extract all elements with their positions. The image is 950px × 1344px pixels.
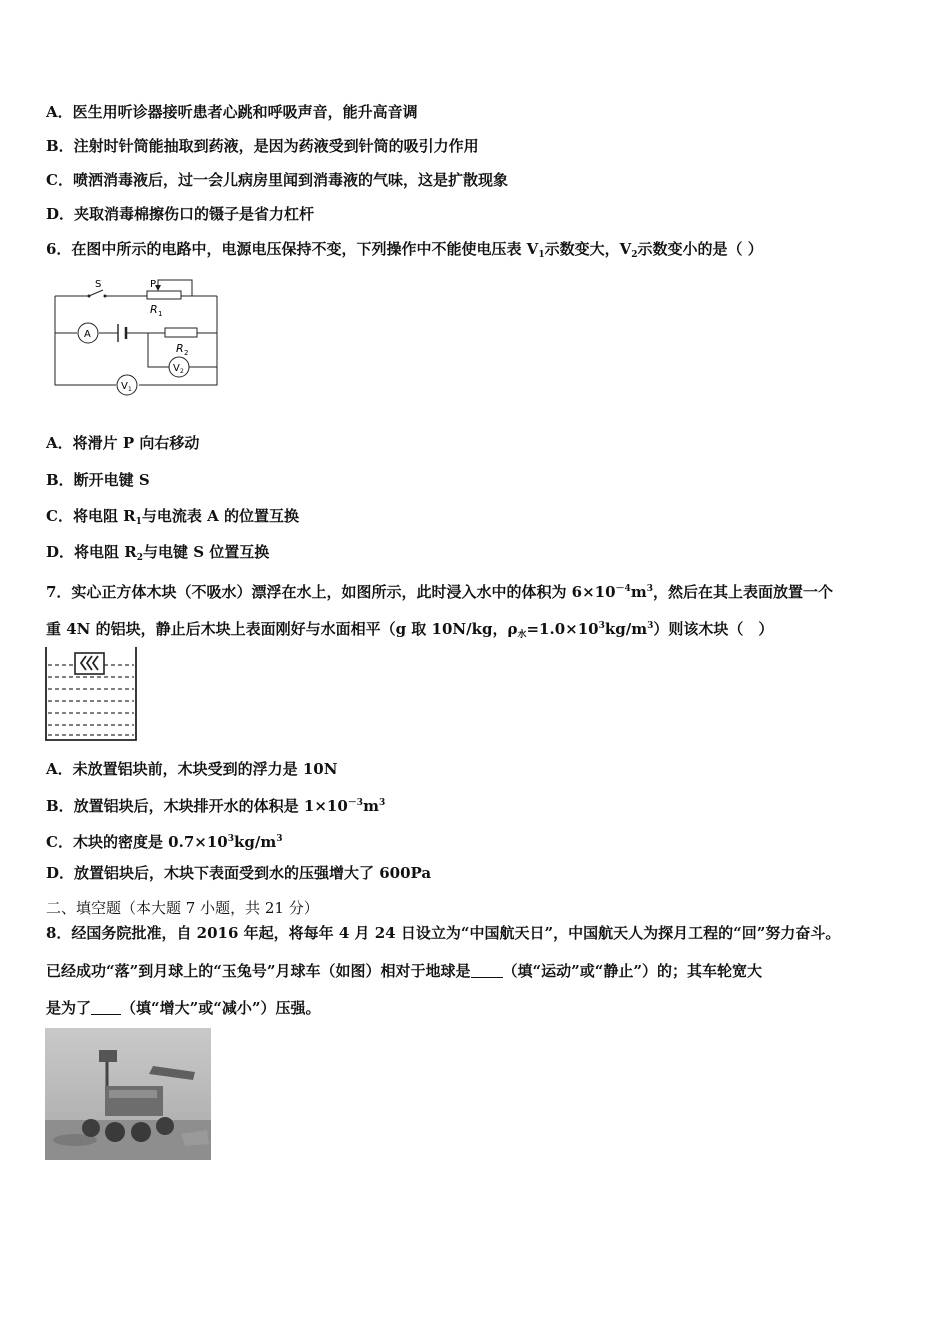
q5-option-b: B．注射时针筒能抽取到药液，是因为药液受到针筒的吸引力作用 (46, 137, 479, 155)
rover-camera (99, 1050, 117, 1062)
q7-option-b-part: B．放置铝块后，木块排开水的体积是 1×10 (46, 797, 348, 815)
ammeter-label: A (84, 329, 91, 340)
q7-option-b-sup: 3 (378, 798, 386, 808)
q8-line3-part: （填“增大”或“减小”）压强。 (121, 999, 321, 1017)
q6-option-c-sub: 1 (135, 517, 142, 527)
water-lines (48, 665, 134, 735)
q7-stem-sup: 3 (646, 584, 653, 594)
q5-option-c: C．喷洒消毒液后，过一会儿病房里闻到消毒液的气味，这是扩散现象 (46, 171, 508, 189)
q6-option-c-part: 与电流表 A 的位置互换 (141, 507, 299, 525)
q7-stem-line2 (46, 616, 773, 645)
r1-label-sub: 1 (158, 310, 163, 318)
q6-stem-part: 示数变小的是（ ） (637, 240, 763, 258)
q8-line1: 8．经国务院批准，自 2016 年起，将每年 4 月 24 日设立为“中国航天日”，中国航天人为探月工程的“回”努力奋斗。 (46, 924, 841, 942)
v2-label-sub: 2 (180, 368, 184, 375)
wooden-block (75, 653, 104, 674)
q7-option-d: D．放置铝块后，木块下表面受到水的压强增大了 600Pa (46, 864, 432, 882)
q6-option-d-part: D．将电阻 R (46, 543, 137, 561)
q6-stem-part: 示数变大，V (544, 240, 632, 258)
q7-option-c (46, 829, 282, 852)
q7-stem-line1 (46, 579, 833, 602)
q7-option-c-sup: 3 (227, 834, 234, 844)
q7-option-c-part: C．木块的密度是 0.7×10 (46, 833, 228, 851)
q8-line3-part: 是为了 (46, 999, 92, 1017)
q7-option-b-part: m (363, 797, 379, 815)
q6-circuit-diagram (46, 272, 226, 402)
q8-line2-part: （填“运动”或“静止”）的；其车轮宽大 (502, 962, 763, 980)
q6-option-a: A．将滑片 P 向右移动 (46, 434, 200, 452)
q6-option-d-sub: 2 (136, 553, 143, 563)
r1-resistor (147, 291, 181, 299)
v2-label: V (173, 363, 180, 374)
slider-label: P (150, 279, 157, 290)
v1-label: V (121, 381, 128, 392)
q6-option-c-part: C．将电阻 R (46, 507, 136, 525)
switch-label: S (95, 279, 102, 290)
q8-line3 (46, 998, 321, 1018)
q6-stem-sub: 1 (538, 250, 545, 260)
q6-stem (46, 239, 763, 265)
r2-resistor (165, 328, 197, 337)
rover-wheel (82, 1119, 100, 1137)
rover-wheel (105, 1122, 125, 1142)
q6-option-d-part: 与电键 S 位置互换 (142, 543, 270, 561)
q7-option-a: A．未放置铝块前，木块受到的浮力是 10N (46, 760, 338, 778)
q5-option-a: A．医生用听诊器接听患者心跳和呼吸声音，能升高音调 (46, 103, 418, 121)
q6-stem-sub: 2 (631, 250, 638, 260)
rover-deck (109, 1090, 157, 1098)
q7-stem-part: 7．实心正方体木块（不吸水）漂浮在水上，如图所示，此时浸入水中的体积为 6×10 (46, 583, 616, 601)
q7-stem-part: ）则该木块（ ） (653, 620, 774, 638)
q7-stem-part: 重 4N 的铝块，静止后木块上表面刚好与水面相平（g 取 10N/kg，ρ (46, 620, 518, 638)
q7-stem-part: =1.0×10 (526, 620, 599, 638)
rover-wheel (156, 1117, 174, 1135)
q7-stem-sup: 3 (598, 621, 605, 631)
q6-option-c (46, 506, 299, 532)
v1-label-sub: 1 (128, 386, 132, 393)
q7-option-b (46, 793, 385, 816)
q7-option-b-sup: －3 (347, 798, 364, 808)
r2-label: R (176, 342, 184, 355)
q8-blank-1[interactable] (471, 963, 503, 978)
q7-stem-part: kg/m (604, 620, 648, 638)
wire-left-bottom (55, 296, 116, 385)
q7-stem-part: ，然后在其上表面放置一个 (652, 583, 833, 601)
q7-stem-sup: 3 (647, 621, 654, 631)
switch-blade (89, 290, 103, 296)
q6-option-d (46, 542, 269, 568)
q7-water-tank-diagram (44, 645, 140, 743)
switch-pivot (88, 295, 91, 298)
q5-option-d: D．夹取消毒棉擦伤口的镊子是省力杠杆 (46, 205, 315, 223)
switch-contact (104, 295, 107, 298)
q8-blank-2[interactable] (91, 1000, 121, 1015)
q8-line2-part: 已经成功“落”到月球上的“玉兔号”月球车（如图）相对于地球是 (46, 962, 471, 980)
v2-wire-left (148, 333, 169, 367)
q6-option-b: B．断开电键 S (46, 471, 150, 489)
q7-option-c-part: kg/m (233, 833, 277, 851)
r1-label: R (150, 303, 158, 316)
r2-label-sub: 2 (184, 349, 189, 357)
q7-option-c-sup: 3 (276, 834, 283, 844)
q6-stem-part: 6．在图中所示的电路中，电源电压保持不变，下列操作中不能使电压表 V (46, 240, 539, 258)
section-2-title: 二、填空题（本大题 7 小题，共 21 分） (46, 899, 319, 917)
q7-stem-sub: 水 (517, 630, 527, 640)
rover-wheel (131, 1122, 151, 1142)
slider-wire (158, 280, 192, 296)
q7-stem-sup: －4 (615, 584, 631, 594)
q7-stem-part: m (630, 583, 647, 601)
q8-line2 (46, 961, 762, 981)
lunar-rover-photo (45, 1028, 211, 1160)
